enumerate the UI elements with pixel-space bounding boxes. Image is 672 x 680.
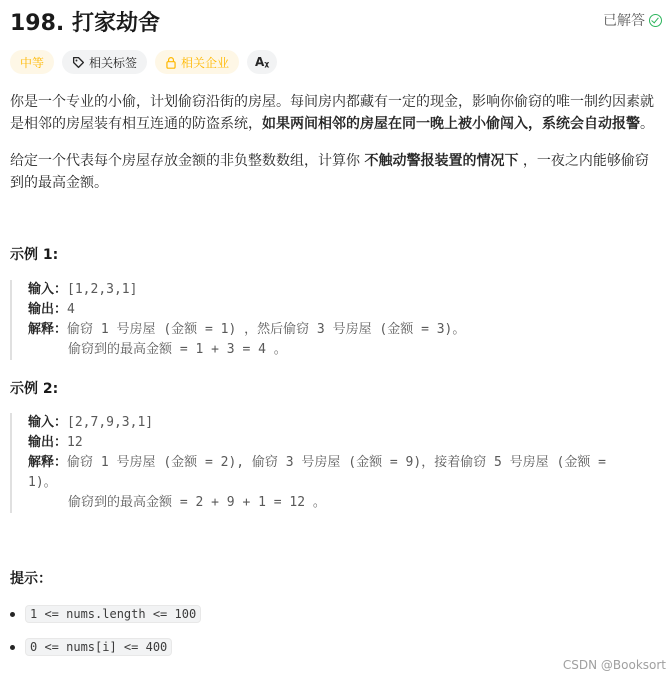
hint-code: 1 <= nums.length <= 100 [25,605,201,623]
input-label: 输入： [28,415,68,430]
bullet-icon [10,612,15,617]
solved-label: 已解答 [603,13,645,29]
explanation-label: 解释： [28,455,68,470]
related-companies-label: 相关企业 [181,55,230,70]
example-1-block [10,280,660,360]
description-text: 你是一个专业的小偷，计划偷窃沿街的房屋。每间房内都藏有一定的现金，影响你偷窃的唯一制约因素就是相邻的房屋装有相互连通的防盗系统， [10,94,654,132]
input-label: 输入： [28,282,68,297]
bullet-icon [10,645,15,650]
difficulty-badge: 中等 [10,50,54,74]
related-tags-label: 相关标签 [89,55,138,70]
example-1-title: 示例 1: [10,247,59,263]
hints-title: 提示： [10,571,52,587]
description-emphasis: 如果两间相邻的房屋在同一晚上被小偷闯入，系统会自动报警 [262,116,640,132]
example-explanation-wrap: 1)。 [28,475,57,490]
explanation-label: 解释： [28,322,68,337]
tag-bar [10,50,277,74]
related-tags-button[interactable] [62,50,147,74]
title-row [10,6,662,34]
hint-code: 0 <= nums[i] <= 400 [25,638,172,656]
description-emphasis: 不触动警报装置的情况下 [364,153,519,169]
description-text-end: 。 [640,116,654,132]
problem-title: 198. 打家劫舍 [10,11,160,36]
description-text: 给定一个代表每个房屋存放金额的非负整数数组，计算你 [10,153,365,169]
example-input: [1,2,3,1] [67,282,138,297]
example-explanation: 偷窃 1 号房屋 (金额 = 1) ，然后偷窃 3 号房屋 (金额 = 3)。 [67,322,466,337]
check-circle-icon [649,14,662,27]
example-input: [2,7,9,3,1] [67,415,154,430]
example-explanation: 偷窃 1 号房屋 (金额 = 2), 偷窃 3 号房屋 (金额 = 9)，接着偷窃 5 号房屋 (金额 = [67,455,606,470]
output-label: 输出： [28,435,68,450]
watermark: CSDN @Booksort [562,658,666,672]
example-2-title: 示例 2: [10,381,59,397]
description-text: ，一夜之内能够偷窃到的最高金额。 [10,153,649,191]
hint-item [10,638,172,656]
example-explanation-line-2: 偷窃到的最高金额 = 1 + 3 = 4 。 [68,342,287,357]
example-explanation-line-2: 偷窃到的最高金额 = 2 + 9 + 1 = 12 。 [68,495,326,510]
description-paragraph-2 [10,150,662,194]
example-output: 12 [67,435,83,450]
description-paragraph-1 [10,91,662,135]
tag-icon [72,56,85,69]
example-2-block [10,413,660,513]
hint-item [10,605,201,623]
lock-icon [165,56,177,69]
translate-button[interactable]: Aᵪ [247,50,277,74]
related-companies-button[interactable] [155,50,239,74]
solved-status [603,10,662,30]
example-output: 4 [67,302,75,317]
output-label: 输出： [28,302,68,317]
